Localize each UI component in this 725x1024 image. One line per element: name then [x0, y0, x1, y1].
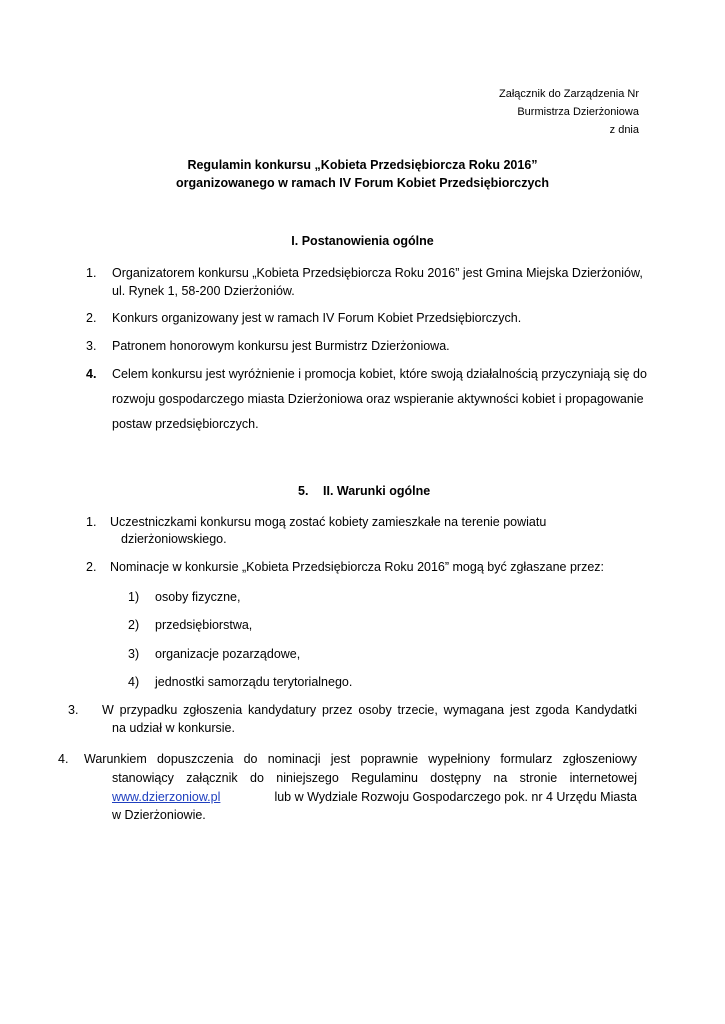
s2-item-4-line-1: Warunkiem dopuszczenia do nominacji jest poprawnie wypełniony formularz zgłoszeniowy [84, 752, 637, 766]
subitem-3-text: organizacje pozarządowe, [155, 647, 301, 661]
section-2-heading: II. Warunki ogólne [323, 484, 431, 498]
s1-item-1-line-1: Organizatorem konkursu „Kobieta Przedsiębiorcza Roku 2016” jest Gmina Miejska Dzierżoniów, [112, 266, 643, 280]
section-1-heading: I. Postanowienia ogólne [291, 234, 434, 248]
s2-item-4-line-3 [112, 788, 637, 806]
s1-item-4-number: 4. [86, 367, 97, 381]
s2-item-3-number: 3. [68, 703, 79, 717]
s2-item-2-number: 2. [86, 560, 97, 574]
subitem-4-text: jednostki samorządu terytorialnego. [155, 675, 353, 689]
s1-item-3-line-1: Patronem honorowym konkursu jest Burmistrz Dzierżoniowa. [112, 339, 450, 353]
s2-item-1-line-2: dzierżoniowskiego. [121, 532, 227, 546]
annex-header [499, 85, 639, 139]
subitem-3-number: 3) [128, 647, 140, 661]
subitem-1-number: 1) [128, 590, 140, 604]
s2-item-1-line-1: Uczestniczkami konkursu mogą zostać kobiety zamieszkałe na terenie powiatu [110, 515, 547, 529]
s2-item-1-number: 1. [86, 515, 97, 529]
s1-item-4-line-2: rozwoju gospodarczego miasta Dzierżoniowa oraz wspieranie aktywności kobiet i propagowanie [112, 392, 644, 406]
annex-line-1: Załącznik do Zarządzenia Nr [498, 88, 639, 100]
s2-item-2-line-1: Nominacje w konkursie „Kobieta Przedsiębiorcza Roku 2016” mogą być zgłaszane przez: [110, 560, 604, 574]
s2-item-4-number: 4. [58, 752, 69, 766]
subitem-2-number: 2) [128, 618, 140, 632]
s1-item-4-line-3: postaw przedsiębiorczych. [112, 417, 259, 431]
annex-line-2: Burmistrza Dzierżoniowa [517, 106, 639, 118]
document-title-line-2: organizowanego w ramach IV Forum Kobiet Przedsiębiorczych [176, 176, 549, 190]
subitem-1-text: osoby fizyczne, [155, 590, 241, 604]
s1-item-2-number: 2. [86, 311, 97, 325]
subitem-2-text: przedsiębiorstwa, [155, 618, 253, 632]
document-title-line-1: Regulamin konkursu „Kobieta Przedsiębiorcza Roku 2016” [187, 158, 538, 172]
s1-item-1-number: 1. [86, 266, 97, 280]
subitem-4-number: 4) [128, 675, 140, 689]
s2-item-3-line-1: W przypadku zgłoszenia kandydatury przez osoby trzecie, wymagana jest zgoda Kandydatki [102, 703, 637, 717]
s1-item-1-line-2: ul. Rynek 1, 58-200 Dzierżoniów. [112, 284, 295, 298]
s1-item-3-number: 3. [86, 339, 97, 353]
website-link[interactable]: www.dzierzoniow.pl [112, 790, 221, 804]
s2-item-3-line-2: na udział w konkursie. [112, 721, 235, 735]
annex-line-3: z dnia [609, 124, 639, 136]
s2-item-4-line-3-rest: lub w Wydziale Rozwoju Gospodarczego pok. nr 4 Urzędu Miasta [274, 790, 637, 804]
s1-item-2-line-1: Konkurs organizowany jest w ramach IV Forum Kobiet Przedsiębiorczych. [112, 311, 522, 325]
s1-item-4-line-1: Celem konkursu jest wyróżnienie i promocja kobiet, które swoją działalnością przyczyniają się do [112, 367, 647, 381]
s2-item-4-line-2: stanowiący załącznik do niniejszego Regulaminu dostępny na stronie internetowej [112, 771, 637, 785]
s2-item-4-line-4: w Dzierżoniowie. [112, 808, 206, 822]
section-2-number: 5. [298, 484, 309, 498]
